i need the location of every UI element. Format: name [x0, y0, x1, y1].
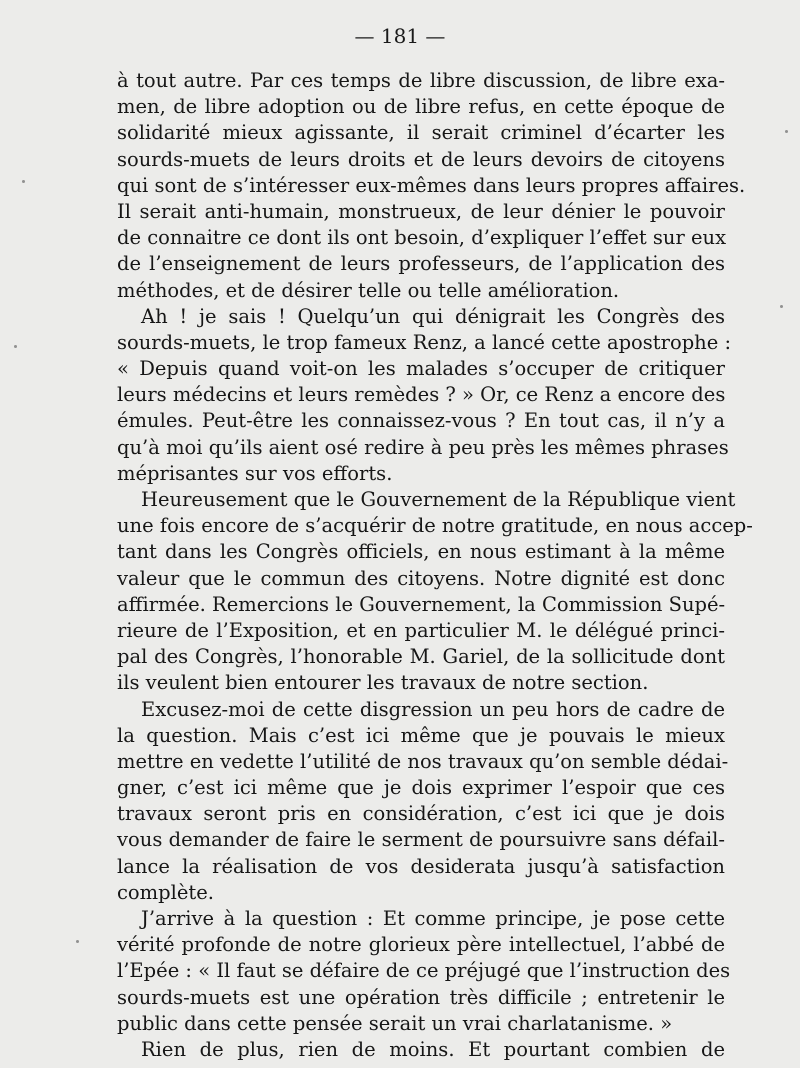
text-line: de l’enseignement de leurs professeurs, de l’application des [117, 252, 725, 276]
text-line: vérité profonde de notre glorieux père intellectuel, l’abbé de [117, 933, 725, 957]
paper-speck [22, 180, 25, 183]
text-line: rieure de l’Exposition, et en particulier M. le délégué princi- [117, 618, 725, 642]
text-line: Il serait anti-humain, monstrueux, de leur dénier le pouvoir [117, 199, 725, 223]
text-line: Excusez-moi de cette disgression un peu hors de cadre de [141, 697, 725, 721]
paper-speck [76, 940, 79, 943]
text-line: public dans cette pensée serait un vrai charlatanisme. » [117, 1011, 673, 1035]
text-line: sourds-muets est une opération très difficile ; entretenir le [117, 985, 725, 1009]
text-line: solidarité mieux agissante, il serait criminel d’écarter les [117, 121, 725, 145]
text-line: sourds-muets de leurs droits et de leurs devoirs de citoyens [117, 147, 725, 171]
text-line: travaux seront pris en considération, c’est ici que je dois [117, 802, 725, 826]
text-line: leurs médecins et leurs remèdes ? » Or, ce Renz a encore des [117, 383, 726, 407]
text-line: « Depuis quand voit-on les malades s’occuper de critiquer [117, 357, 725, 381]
paper-speck [14, 345, 17, 348]
text-line: l’Epée : « Il faut se défaire de ce préjugé que l’instruction des [117, 959, 731, 983]
text-line: men, de libre adoption ou de libre refus, en cette époque de [117, 95, 725, 119]
text-line: qu’à moi qu’ils aient osé redire à peu près les mêmes phrases [117, 435, 729, 459]
text-line: la question. Mais c’est ici même que je pouvais le mieux [117, 723, 725, 747]
text-line: vous demander de faire le serment de poursuivre sans défail- [117, 828, 725, 852]
text-line: Rien de plus, rien de moins. Et pourtant combien de [141, 1037, 725, 1061]
text-line: de connaitre ce dont ils ont besoin, d’expliquer l’effet sur eux [117, 226, 727, 250]
text-line: J’arrive à la question : Et comme principe, je pose cette [141, 907, 725, 930]
text-line: valeur que le commun des citoyens. Notre dignité est donc [117, 566, 725, 590]
text-line: qui sont de s’intéresser eux-mêmes dans leurs propres affaires. [117, 173, 746, 197]
text-line: complète. [117, 880, 214, 904]
text-line: méthodes, et de désirer telle ou telle amélioration. [117, 278, 620, 302]
text-line: méprisantes sur vos efforts. [117, 461, 393, 485]
text-line: lance la réalisation de vos desiderata jusqu’à satisfaction [117, 854, 725, 878]
text-line: tant dans les Congrès officiels, en nous estimant à la même [117, 540, 725, 564]
text-line: Heureusement que le Gouvernement de la République vient [141, 488, 736, 511]
text-line: ils veulent bien entourer les travaux de notre section. [117, 671, 649, 695]
text-line: émules. Peut-être les connaissez-vous ? En tout cas, il n’y a [117, 409, 725, 433]
text-line: affirmée. Remercions le Gouvernement, la Commission Supé- [117, 592, 726, 616]
text-line: à tout autre. Par ces temps de libre discussion, de libre exa- [117, 69, 725, 92]
paper-speck [780, 305, 783, 308]
text-line: pal des Congrès, l’honorable M. Gariel, de la sollicitude dont [117, 645, 725, 669]
text-line: mettre en vedette l’utilité de nos travaux qu’on semble dédai- [117, 749, 729, 773]
paper-speck [785, 130, 788, 133]
text-line: une fois encore de s’acquérir de notre gratitude, en nous accep- [117, 514, 753, 538]
page-number: — 181 — [354, 24, 446, 48]
text-line: gner, c’est ici même que je dois exprimer l’espoir que ces [117, 776, 725, 800]
body-text [117, 68, 753, 1063]
text-line: Ah ! je sais ! Quelqu’un qui dénigrait les Congrès des [141, 304, 725, 328]
text-line: sourds-muets, le trop fameux Renz, a lancé cette apostrophe : [117, 330, 732, 354]
